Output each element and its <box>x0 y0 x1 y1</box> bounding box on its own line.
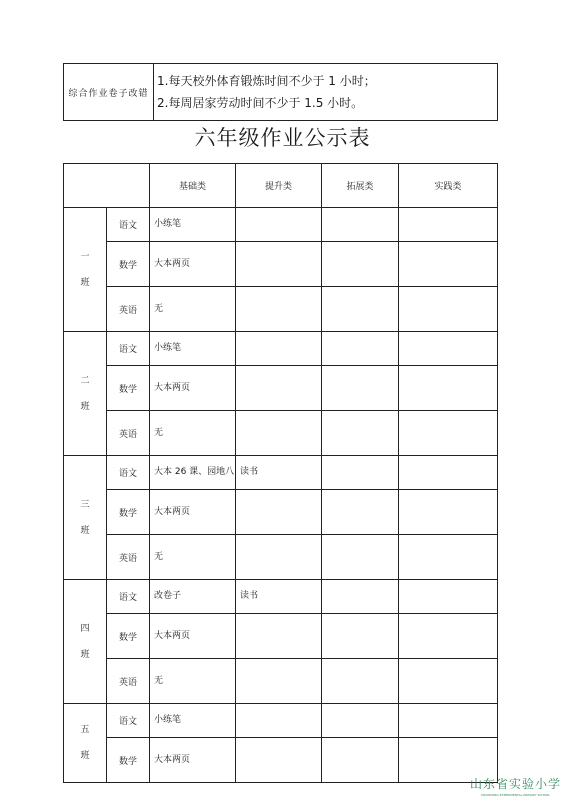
header-improve: 提升类 <box>236 164 322 208</box>
header-corner <box>64 164 150 208</box>
practice-cell <box>399 580 498 614</box>
table-row <box>64 456 498 490</box>
subject-cell: 语文 <box>107 332 150 366</box>
table-row <box>64 411 498 456</box>
subject-cell: 数学 <box>107 242 150 287</box>
basic-cell: 大本两页 <box>150 738 236 783</box>
improve-cell <box>236 332 322 366</box>
basic-cell: 无 <box>150 659 236 704</box>
subject-cell: 语文 <box>107 456 150 490</box>
basic-cell: 小练笔 <box>150 704 236 738</box>
improve-cell <box>236 535 322 580</box>
improve-cell <box>236 242 322 287</box>
extend-cell <box>322 366 399 411</box>
improve-cell <box>236 738 322 783</box>
subject-cell: 数学 <box>107 614 150 659</box>
basic-cell: 大本两页 <box>150 490 236 535</box>
improve-cell: 读书 <box>236 580 322 614</box>
practice-cell <box>399 535 498 580</box>
subject-cell: 英语 <box>107 287 150 332</box>
top-table <box>63 63 498 121</box>
basic-cell: 大本 26 课、园地八 <box>150 456 236 490</box>
basic-cell: 小练笔 <box>150 208 236 242</box>
practice-cell <box>399 659 498 704</box>
top-row-label: 综合作业卷子改错 <box>64 64 154 121</box>
practice-cell <box>399 208 498 242</box>
table-row <box>64 332 498 366</box>
table-row <box>64 535 498 580</box>
table-row <box>64 490 498 535</box>
school-logo <box>470 775 561 797</box>
header-practice: 实践类 <box>399 164 498 208</box>
extend-cell <box>322 490 399 535</box>
basic-cell: 改卷子 <box>150 580 236 614</box>
extend-cell <box>322 411 399 456</box>
subject-cell: 数学 <box>107 366 150 411</box>
logo-text: 山东省实验小学 <box>470 777 562 791</box>
improve-cell <box>236 208 322 242</box>
subject-cell: 英语 <box>107 659 150 704</box>
improve-cell <box>236 659 322 704</box>
extend-cell <box>322 738 399 783</box>
logo-subtitle: SHANDONG EXPERIMENTAL PRIMARY SCHOOL <box>480 793 551 797</box>
top-row-line: 1.每天校外体育锻炼时间不少于 1 小时； <box>157 74 376 88</box>
extend-cell <box>322 704 399 738</box>
extend-cell <box>322 287 399 332</box>
extend-cell <box>322 580 399 614</box>
table-row <box>64 614 498 659</box>
subject-cell: 数学 <box>107 490 150 535</box>
class-name-cell: 三 班 <box>64 456 107 580</box>
class-name-cell: 五 班 <box>64 704 107 783</box>
practice-cell <box>399 704 498 738</box>
improve-cell <box>236 704 322 738</box>
practice-cell <box>399 614 498 659</box>
improve-cell <box>236 366 322 411</box>
basic-cell: 大本两页 <box>150 366 236 411</box>
homework-table <box>63 163 498 783</box>
improve-cell <box>236 411 322 456</box>
improve-cell <box>236 287 322 332</box>
top-row <box>64 64 498 121</box>
extend-cell <box>322 208 399 242</box>
improve-cell <box>236 614 322 659</box>
basic-cell: 无 <box>150 535 236 580</box>
subject-cell: 语文 <box>107 580 150 614</box>
practice-cell <box>399 332 498 366</box>
class-name-cell: 四 班 <box>64 580 107 704</box>
extend-cell <box>322 332 399 366</box>
page-title: 六年级作业公示表 <box>194 126 371 150</box>
table-row <box>64 208 498 242</box>
subject-cell: 英语 <box>107 411 150 456</box>
table-row <box>64 738 498 783</box>
extend-cell <box>322 614 399 659</box>
practice-cell <box>399 287 498 332</box>
top-row-content <box>154 64 498 121</box>
table-row <box>64 366 498 411</box>
subject-cell: 英语 <box>107 535 150 580</box>
class-name-cell: 二 班 <box>64 332 107 456</box>
extend-cell <box>322 659 399 704</box>
improve-cell <box>236 490 322 535</box>
class-name-cell: 一 班 <box>64 208 107 332</box>
basic-cell: 无 <box>150 411 236 456</box>
basic-cell: 无 <box>150 287 236 332</box>
improve-cell: 读书 <box>236 456 322 490</box>
table-row <box>64 287 498 332</box>
practice-cell <box>399 242 498 287</box>
header-extend: 拓展类 <box>322 164 399 208</box>
extend-cell <box>322 535 399 580</box>
table-row <box>64 704 498 738</box>
practice-cell <box>399 490 498 535</box>
extend-cell <box>322 456 399 490</box>
basic-cell: 大本两页 <box>150 242 236 287</box>
basic-cell: 大本两页 <box>150 614 236 659</box>
header-row <box>64 164 498 208</box>
extend-cell <box>322 242 399 287</box>
subject-cell: 语文 <box>107 208 150 242</box>
table-row <box>64 580 498 614</box>
practice-cell <box>399 456 498 490</box>
table-row <box>64 659 498 704</box>
top-row-line: 2.每周居家劳动时间不少于 1.5 小时。 <box>157 96 364 110</box>
header-basic: 基础类 <box>150 164 236 208</box>
subject-cell: 语文 <box>107 704 150 738</box>
subject-cell: 数学 <box>107 738 150 783</box>
basic-cell: 小练笔 <box>150 332 236 366</box>
table-row <box>64 242 498 287</box>
practice-cell <box>399 366 498 411</box>
practice-cell <box>399 411 498 456</box>
